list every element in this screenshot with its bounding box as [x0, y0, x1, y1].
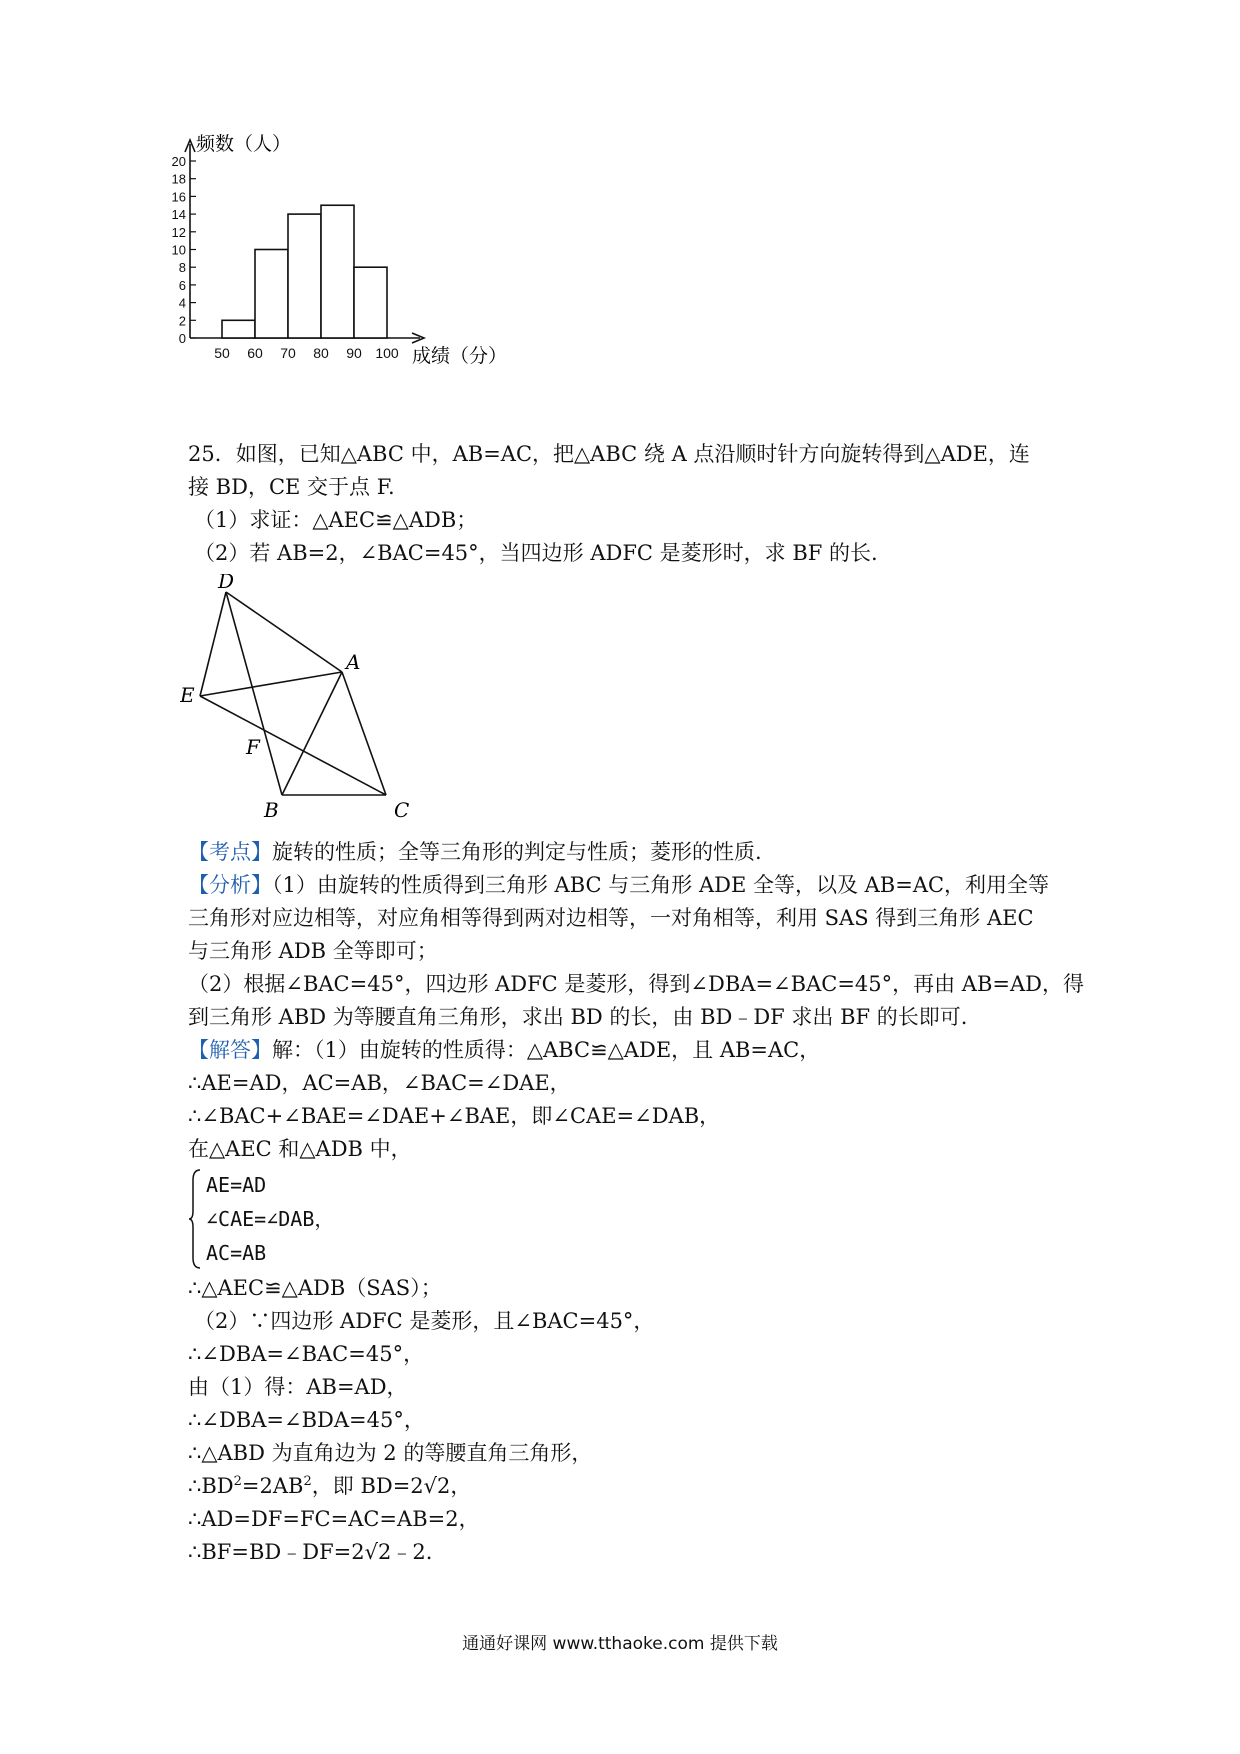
- jieda-line-4: 在△AEC 和△ADB 中，: [188, 1137, 412, 1161]
- main-content: [180, 438, 1085, 1569]
- left-brace-icon: [188, 1168, 202, 1270]
- problem-part-2: （2）若 AB=2，∠BAC=45°，当四边形 ADFC 是菱形时，求 BF 的长.: [194, 541, 878, 565]
- segment-AB: [282, 672, 342, 795]
- fenxi-tag: 【分析】: [188, 873, 272, 897]
- fenxi-text-1: （1）由旋转的性质得到三角形 ABC 与三角形 ADE 全等，以及 AB=AC，利用全等: [272, 873, 1050, 897]
- segment-AC: [342, 672, 386, 795]
- label-B: B: [264, 798, 279, 822]
- x-tick-label: 90: [346, 345, 362, 361]
- y-tick-label: 12: [171, 224, 186, 240]
- x-axis-label: 成绩（分）: [412, 346, 508, 367]
- histogram-bar: [222, 320, 255, 338]
- system-row-2: ∠CAE=∠DAB，: [206, 1207, 335, 1231]
- kaodian-text: 旋转的性质；全等三角形的判定与性质；菱形的性质.: [272, 840, 762, 864]
- system-row-3: AC=AB: [206, 1241, 267, 1265]
- y-tick-label: 4: [178, 295, 186, 311]
- kaodian-line: [188, 836, 1068, 869]
- problem-line-2: 接 BD，CE 交于点 F.: [188, 475, 395, 499]
- y-tick-label: 10: [171, 242, 186, 258]
- jieda-line-5: ∴△AEC≌△ADB（SAS）；: [188, 1276, 442, 1300]
- y-tick-label: 14: [171, 207, 186, 223]
- histogram-bar: [354, 267, 387, 338]
- fenxi-line-2: 三角形对应边相等，对应角相等得到两对边相等，一对角相等，利用 SAS 得到三角形 AEC: [188, 906, 1034, 930]
- geometry-figure: [180, 574, 460, 824]
- jieda-line-1: [188, 1034, 1068, 1067]
- jieda-line-9: ∴∠DBA=∠BDA=45°，: [188, 1408, 425, 1432]
- jieda-line-6: （2）∵四边形 ADFC 是菱形，且∠BAC=45°，: [194, 1309, 655, 1333]
- segment-DA: [226, 592, 342, 672]
- x-tick-label: 50: [214, 345, 230, 361]
- y-tick-label: 0: [178, 331, 186, 346]
- page-footer: 通通好课网 www.tthaoke.com 提供下载: [462, 1634, 778, 1654]
- jieda-line-11: [188, 1470, 1068, 1503]
- segment-EA: [200, 672, 342, 696]
- segment-DB: [226, 592, 282, 795]
- segment-DE: [200, 592, 226, 696]
- fenxi-line-4: （2）根据∠BAC=45°，四边形 ADFC 是菱形，得到∠DBA=∠BAC=45°，再由 AB=AD，得: [188, 972, 1085, 996]
- x-tick-label: 100: [375, 345, 399, 361]
- jieda-line-12: ∴AD=DF=FC=AC=AB=2，: [188, 1507, 480, 1531]
- histogram-bar: [288, 214, 321, 338]
- problem-line-1: 25．如图，已知△ABC 中，AB=AC，把△ABC 绕 A 点沿顺时针方向旋转得到△ADE，连: [188, 442, 1030, 466]
- histogram-bar: [255, 250, 288, 339]
- problem-part-1: （1）求证：△AEC≌△ADB；: [194, 508, 478, 532]
- y-tick-label: 6: [178, 277, 186, 293]
- jieda-line-2: ∴AE=AD，AC=AB，∠BAC=∠DAE，: [188, 1071, 571, 1095]
- label-A: A: [346, 650, 361, 674]
- jieda-line-7: ∴∠DBA=∠BAC=45°，: [188, 1342, 425, 1366]
- segment-EC: [200, 696, 386, 795]
- system-row-1: AE=AD: [206, 1173, 267, 1197]
- jieda-line-10: ∴△ABD 为直角边为 2 的等腰直角三角形，: [188, 1441, 593, 1465]
- y-tick-label: 8: [178, 260, 186, 276]
- y-axis-label: 频数（人）: [196, 134, 292, 155]
- equation-system: [188, 1168, 1068, 1270]
- jieda-tag: 【解答】: [188, 1038, 272, 1062]
- x-tick-label: 70: [280, 345, 296, 361]
- label-C: C: [394, 798, 410, 822]
- y-tick-label: 2: [178, 313, 186, 329]
- fenxi-line-5: 到三角形 ABD 为等腰直角三角形，求出 BD 的长，由 BD﹣DF 求出 BF 的长即可.: [188, 1005, 968, 1029]
- jieda-line-3: ∴∠BAC+∠BAE=∠DAE+∠BAE，即∠CAE=∠DAB，: [188, 1104, 721, 1128]
- histogram-bar: [321, 205, 354, 338]
- jieda-text-1: 解：（1）由旋转的性质得：△ABC≌△ADE，且 AB=AC，: [272, 1038, 821, 1062]
- kaodian-tag: 【考点】: [188, 840, 272, 864]
- jieda-line-8: 由（1）得：AB=AD，: [188, 1375, 408, 1399]
- y-tick-label: 20: [171, 154, 186, 169]
- ab-text: =2AB: [241, 1474, 304, 1498]
- label-F: F: [246, 735, 260, 759]
- bd-result: ，即 BD=2√2，: [311, 1474, 472, 1498]
- fenxi-line-1: [188, 869, 1068, 902]
- label-D: D: [218, 574, 235, 593]
- exponent-1: 2: [233, 1474, 242, 1489]
- jieda-line-13: ∴BF=BD﹣DF=2√2﹣2.: [188, 1540, 433, 1564]
- exponent-2: 2: [303, 1474, 312, 1489]
- bd-text: ∴BD: [188, 1474, 234, 1498]
- fenxi-line-3: 与三角形 ADB 全等即可；: [188, 939, 438, 963]
- y-tick-label: 16: [171, 189, 186, 205]
- frequency-histogram: [170, 130, 590, 420]
- y-tick-label: 18: [171, 171, 186, 187]
- x-tick-label: 80: [313, 345, 329, 361]
- x-tick-label: 60: [247, 345, 263, 361]
- label-E: E: [180, 683, 195, 707]
